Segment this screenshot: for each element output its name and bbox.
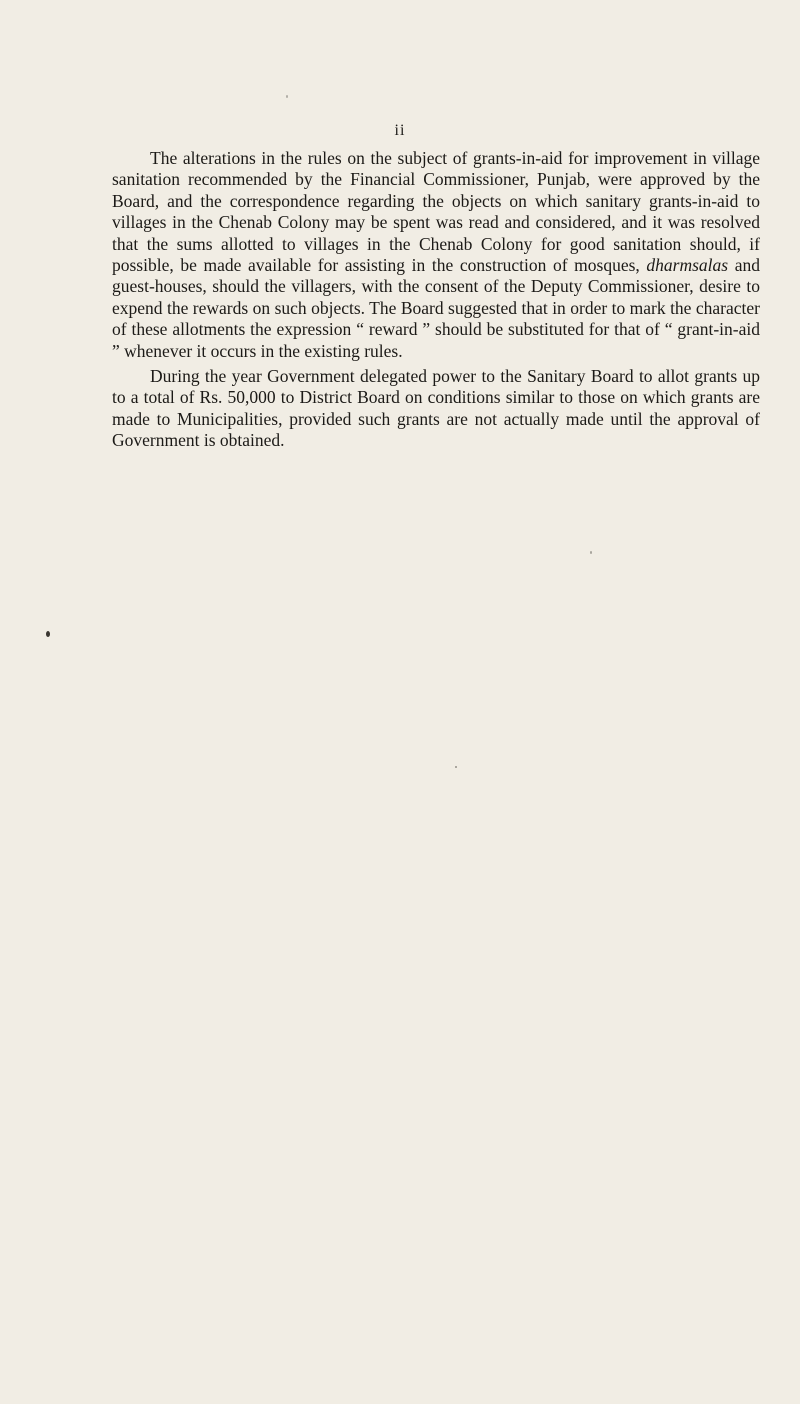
paragraph-delegated-power: During the year Government delegated power to the Sanitary Board to allot grants up to a total of Rs. 50,000 to District Board on conditions similar to those on which grants are made to Municipalities, provided such grants are not actually made until the approval of Government is obtained.: [112, 366, 760, 451]
paragraph-1-text-end: and guest-houses, should the villagers, with the consent of the Deputy Commissioner, desire to expend the rewards on such objects. The Board suggested that in order to mark the character of these allotments the expression “ reward ” should be substituted for that of “ grant-in-aid ” whenever it occurs in the existing rules.: [112, 255, 760, 361]
scan-speck: [286, 95, 288, 98]
paragraph-1-italic-term: dharmsalas: [646, 255, 729, 276]
page-number: ii: [394, 122, 406, 139]
scan-speck: [455, 766, 457, 768]
scan-speck: [46, 631, 50, 637]
body-text: [112, 148, 760, 452]
scan-speck: [590, 551, 592, 554]
paragraph-1-text-start: The alterations in the rules on the subject of grants-in-aid for improvement in village sanitation recommended by the Financial Commissioner, Punjab, were approved by the Board, and the correspondence regarding the objects on which sanitary grants-in-aid to villages in the Chenab Colony may be spent was read and considered, and it was resolved that the sums allotted to villages in the Chenab Colony for good sanitation should, if possible, be made available for assisting in the construction of mosques,: [112, 148, 760, 276]
paragraph-grants-in-aid: [112, 148, 760, 362]
